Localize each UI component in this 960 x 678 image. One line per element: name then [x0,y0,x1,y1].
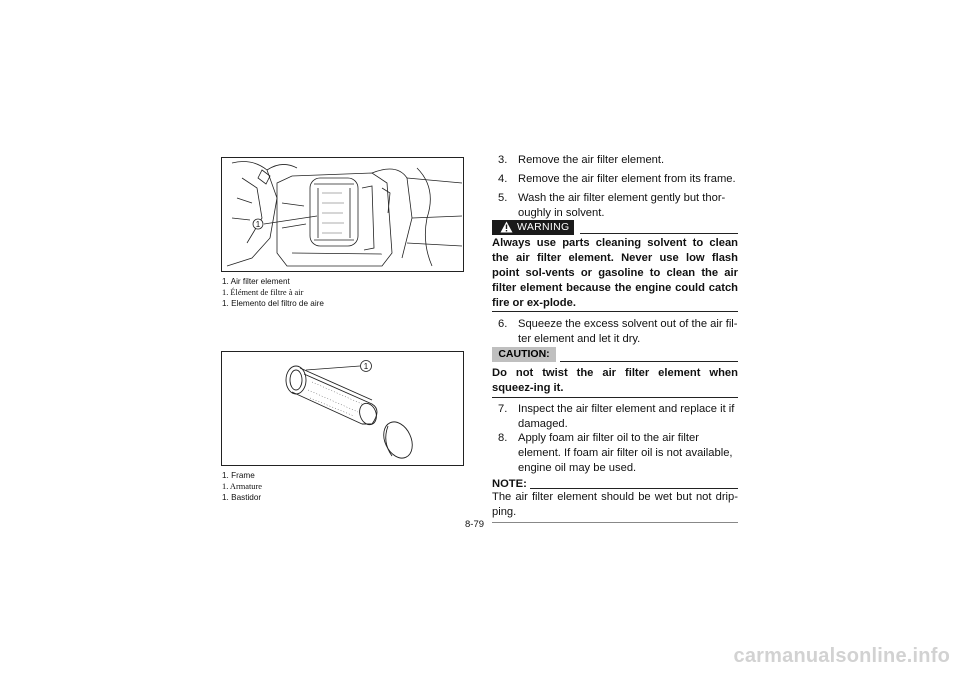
step-7 [492,402,738,432]
step-number: 7. [498,403,508,415]
warning-header-rule [580,233,738,234]
step-text: Remove the air filter element. [518,154,665,166]
figure-air-filter-installed [221,157,464,272]
caption-spanish: 1. Elemento del filtro de aire [222,299,324,308]
figure-air-filter-element-frame [221,351,464,466]
caption-french: 1. Armature [222,482,263,491]
caution-text: Do not twist the air filter element when squeez-ing it. [492,367,738,394]
caution-badge: CAUTION: [492,347,556,362]
page-footer-rule [492,522,738,523]
warning-badge [492,220,574,235]
note-header-rule [530,488,738,489]
warning-text: Always use parts cleaning solvent to clean the air filter element. Never use low flash point sol-vents or gasoline to clean the air filter element because the engine could catch fire or ex-plode. [492,237,738,309]
note-text: The air filter element should be wet but not drip-ping. [492,491,738,518]
warning-triangle-icon [500,221,513,233]
step-number: 4. [498,173,508,185]
caption-spanish: 1. Bastidor [222,493,262,502]
caption-english: 1. Air filter element [222,277,290,286]
watermark: carmanualsonline.info [733,645,950,667]
figure1-callout: 1 [255,220,261,229]
figure2-caption [222,470,262,503]
caption-english: 1. Frame [222,471,255,480]
caution-header-rule [560,361,738,362]
step-number: 8. [498,432,508,444]
step-text: Wash the air filter element gently but thor-oughly in solvent. [518,192,726,219]
step-5 [492,191,738,221]
figure1-caption [222,276,324,309]
warning-label: WARNING [517,221,570,233]
step-text: Inspect the air filter element and replace it if damaged. [518,403,735,430]
step-number: 6. [498,318,508,330]
illustration-air-filter-housing [222,158,463,271]
step-8 [492,431,738,476]
caption-french: 1. Élément de filtre à air [222,288,304,297]
step-4 [492,172,738,187]
warning-end-rule [492,311,738,312]
figure2-callout: 1 [363,362,369,371]
page-number: 8-79 [465,519,485,530]
step-text: Apply foam air filter oil to the air filter element. If foam air filter oil is not available, engine oil may be used. [518,432,733,474]
step-6 [492,317,738,347]
step-text: Remove the air filter element from its frame. [518,173,736,185]
step-3 [492,153,738,168]
step-number: 3. [498,154,508,166]
step-number: 5. [498,192,508,204]
illustration-filter-element [222,352,463,465]
note-label: NOTE: [492,478,527,490]
caution-end-rule [492,397,738,398]
step-text: Squeeze the excess solvent out of the air fil-ter element and let it dry. [518,318,738,345]
